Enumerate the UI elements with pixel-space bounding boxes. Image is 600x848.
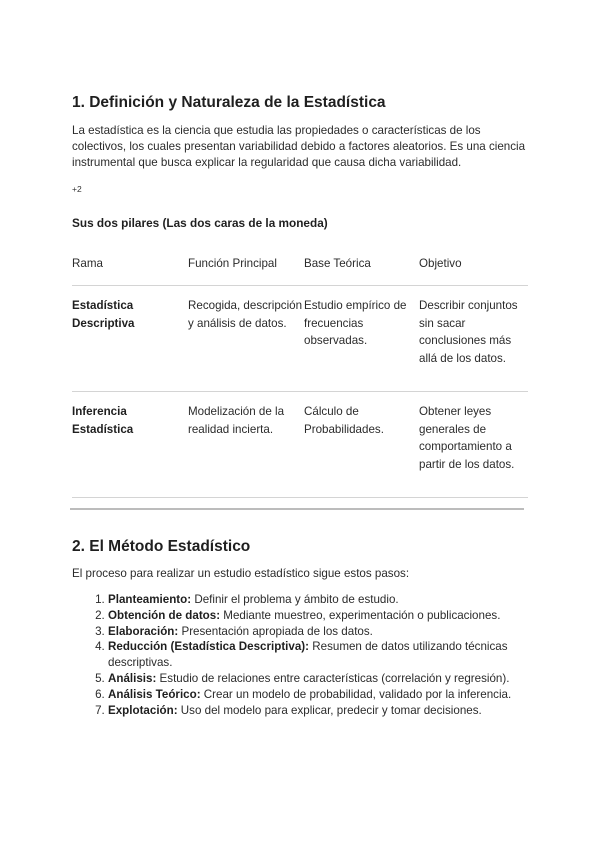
table-header-cell: Base Teórica	[304, 257, 371, 270]
step-term: Planteamiento:	[108, 593, 192, 606]
list-item	[108, 608, 538, 624]
section-separator	[70, 508, 524, 510]
list-item	[108, 639, 538, 671]
step-term: Elaboración:	[108, 624, 179, 638]
table-header-cell: Objetivo	[419, 257, 462, 270]
footnote-marker: +2	[72, 184, 82, 194]
table-divider	[72, 391, 528, 392]
table-cell: Estudio empírico de frecuencias observadas.	[304, 299, 407, 347]
table-header-cell: Función Principal	[188, 257, 277, 270]
section-2-intro: El proceso para realizar un estudio estadístico sigue estos pasos:	[72, 567, 410, 580]
section-2-title: 2. El Método Estadístico	[72, 538, 251, 555]
list-item	[108, 687, 538, 703]
step-term: Análisis Teórico:	[108, 687, 201, 701]
list-item	[108, 624, 538, 640]
step-text: Uso del modelo para explicar, predecir y tomar decisiones.	[177, 703, 482, 717]
step-term: Obtención de datos:	[108, 608, 221, 622]
list-item	[108, 703, 538, 719]
step-term: Análisis:	[108, 671, 157, 685]
step-text: Definir el problema y ámbito de estudio.	[191, 593, 399, 606]
step-text: Presentación apropiada de los datos.	[178, 624, 373, 638]
table-divider	[72, 285, 528, 286]
pillars-subtitle: Sus dos pilares (Las dos caras de la moneda)	[72, 216, 328, 230]
step-text: Mediante muestreo, experimentación o publicaciones.	[220, 608, 501, 622]
method-steps-list	[72, 592, 538, 718]
table-cell: Cálculo de Probabilidades.	[304, 405, 384, 436]
table-header-cell: Rama	[72, 257, 103, 270]
step-text: Crear un modelo de probabilidad, validado por la inferencia.	[200, 687, 512, 701]
table-cell: Recogida, descripción y análisis de datos.	[188, 299, 303, 330]
list-item	[108, 671, 538, 687]
step-text: Estudio de relaciones entre características (correlación y regresión).	[156, 671, 510, 685]
section-1-paragraph: La estadística es la ciencia que estudia las propiedades o características de los colectivos, los cuales presentan variabilidad debido a factores aleatorios. Es una ciencia instrumental que busca explicar la regularidad que causa dicha variabilidad.	[72, 124, 526, 169]
table-cell-rama: Estadística Descriptiva	[72, 299, 135, 330]
table-divider	[72, 497, 528, 498]
table-cell-rama: Inferencia Estadística	[72, 405, 134, 436]
table-cell: Modelización de la realidad incierta.	[188, 405, 285, 436]
table-cell: Obtener leyes generales de comportamiento a partir de los datos.	[419, 405, 515, 471]
section-1-title: 1. Definición y Naturaleza de la Estadística	[72, 94, 386, 111]
table-cell: Describir conjuntos sin sacar conclusiones más allá de los datos.	[419, 299, 518, 365]
step-text: Resumen de datos utilizando técnicas descriptivas.	[108, 640, 508, 670]
step-term: Explotación:	[108, 703, 178, 717]
list-item	[108, 592, 538, 608]
step-term: Reducción (Estadística Descriptiva):	[108, 640, 310, 654]
